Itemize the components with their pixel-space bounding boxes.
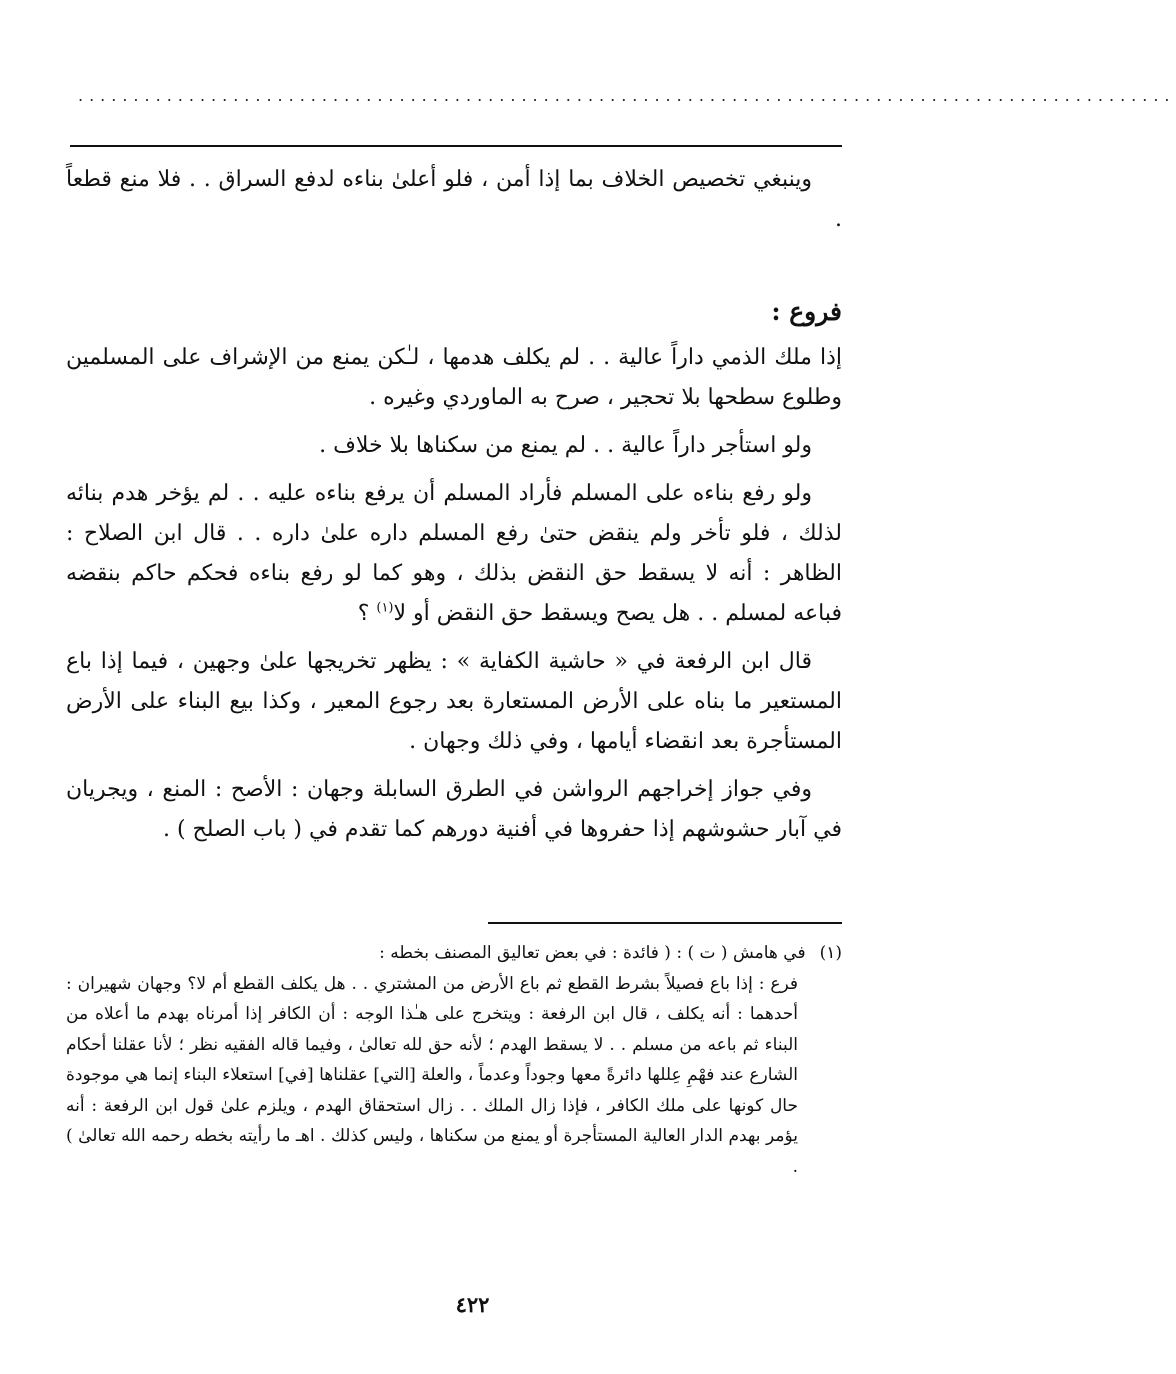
footnote-marker[interactable]: (١)	[376, 600, 394, 616]
paragraph-3	[66, 474, 842, 634]
paragraph-3-tail: ؟	[357, 601, 377, 626]
paragraph-5: وفي جواز إخراجهم الرواشن في الطرق السابلة وجهان : الأصح : المنع ، ويجريان في آبار حشوشهم إذا حفروها في أفنية دورهم كما تقدم في ( باب الصلح ) .	[66, 777, 842, 842]
footnotes	[66, 938, 842, 1182]
intro-paragraph: وينبغي تخصيص الخلاف بما إذا أمن ، فلو أعلىٰ بناءه لدفع السراق . . فلا منع قطعاً .	[66, 167, 842, 232]
paragraph-2: ولو استأجر داراً عالية . . لم يمنع من سكناها بلا خلاف .	[319, 433, 812, 458]
footnote-intro: في هامش ( ت ) : ( فائدة : في بعض تعاليق المصنف بخطه :	[379, 943, 806, 963]
footnote-intro-line	[66, 938, 842, 969]
header-dotted-line: ...................................................................................................	[78, 86, 1176, 105]
footnote-body: فرع : إذا باع فصيلاً بشرط القطع ثم باع الأرض من المشتري . . هل يكلف القطع أم لا؟ وجهان شهيران : أحدهما : أنه يكلف ، قال ابن الرفعة : ويتخرج على هـٰذا الوجه : أن الكافر إذا أمرناه بهدم ما أعلاه من البناء ثم باعه من مسلم . . لا يسقط الهدم ؛ لأنه حق لله تعالىٰ ، وفيما قاله الفقيه نظر ؛ لأنا عقلنا أحكام الشارع عند فهْمِ عِللها دائرةً معها وجوداً وعدماً ، والعلة [التي] عقلناها [في] استعلاء البناء إنما هي موجودة حال كونها على ملك الكافر ، فإذا زال الملك . . زال استحقاق الهدم ، ويلزم علىٰ قول ابن الرفعة : أنه يؤمر بهدم الدار العالية المستأجرة أو يمنع من سكناها ، وليس كذلك . اهـ ما رأيته بخطه رحمه الله تعالىٰ ) .	[66, 973, 798, 1177]
main-text	[66, 160, 842, 858]
paragraph-4: قال ابن الرفعة في « حاشية الكفاية » : يظهر تخريجها علىٰ وجهين ، فيما إذا باع المستعير ما بناه على الأرض المستعارة بعد رجوع المعير ، وكذا بيع البناء على الأرض المستأجرة بعد انقضاء أيامها ، وفي ذلك وجهان .	[66, 649, 842, 754]
paragraph-1: إذا ملك الذمي داراً عالية . . لم يكلف هدمها ، لـٰكن يمنع من الإشراف على المسلمين وطلوع سطحها بلا تحجير ، صرح به الماوردي وغيره .	[66, 345, 842, 410]
paragraph-3-text: ولو رفع بناءه على المسلم فأراد المسلم أن يرفع بناءه عليه . . لم يؤخر هدم بنائه لذلك ، فلو تأخر ولم ينقض حتىٰ رفع المسلم داره علىٰ داره . . قال ابن الصلاح : الظاهر : أنه لا يسقط حق النقض بذلك ، وهو كما لو رفع بناءه فحكم حاكم بنقضه فباعه لمسلم . . هل يصح ويسقط حق النقض أو لا	[66, 481, 842, 626]
footnote-rule	[488, 922, 842, 924]
page-number: ٤٢٢	[455, 1292, 490, 1317]
footnote-number: (١)	[819, 943, 842, 963]
header-rule	[70, 145, 842, 147]
section-heading: فروع :	[771, 297, 842, 326]
